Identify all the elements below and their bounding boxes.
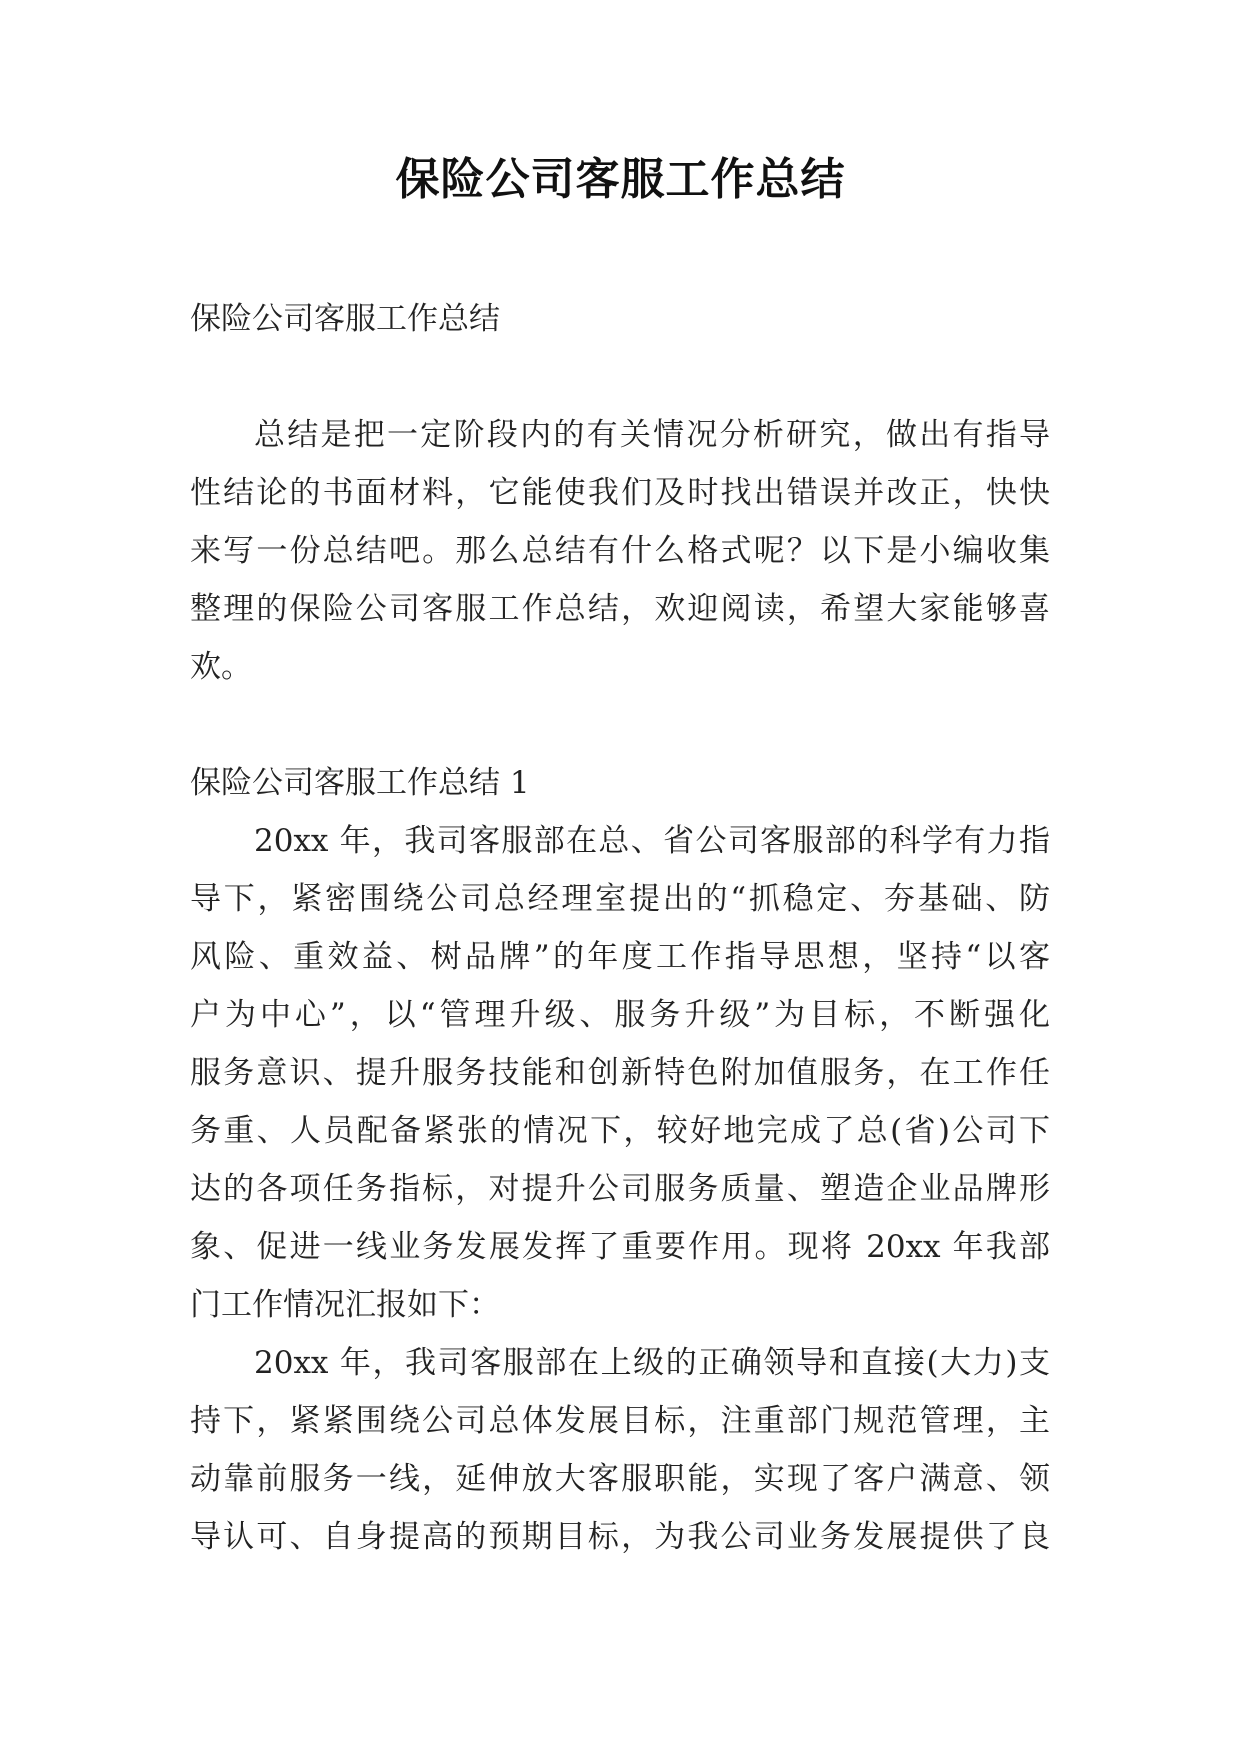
paragraph-line: 象、促进一线业务发展发挥了重要作用。现将 20xx 年我部 bbox=[190, 1229, 1050, 1265]
intro-line: 整理的保险公司客服工作总结，欢迎阅读，希望大家能够喜 bbox=[190, 591, 1050, 627]
paragraph-line: 动靠前服务一线，延伸放大客服职能，实现了客户满意、领 bbox=[190, 1461, 1050, 1497]
section-heading: 保险公司客服工作总结 1 bbox=[190, 765, 530, 801]
paragraph-line: 风险、重效益、树品牌”的年度工作指导思想，坚持“以客 bbox=[190, 939, 1050, 975]
spacer bbox=[190, 696, 1050, 754]
intro-line: 欢。 bbox=[190, 649, 252, 685]
intro-line: 来写一份总结吧。那么总结有什么格式呢？以下是小编收集 bbox=[190, 533, 1050, 569]
document-title: 保险公司客服工作总结 bbox=[395, 154, 846, 205]
document-subtitle: 保险公司客服工作总结 bbox=[190, 301, 500, 337]
paragraph-1 bbox=[190, 812, 1050, 1334]
paragraph-line: 务重、人员配备紧张的情况下，较好地完成了总(省)公司下 bbox=[190, 1113, 1050, 1149]
document-body bbox=[190, 290, 1050, 1566]
paragraph-line: 门工作情况汇报如下： bbox=[190, 1287, 500, 1323]
paragraph-line: 导下，紧密围绕公司总经理室提出的“抓稳定、夯基础、防 bbox=[190, 881, 1050, 917]
paragraph-line: 20xx 年，我司客服部在上级的正确领导和直接(大力)支 bbox=[254, 1345, 1050, 1381]
paragraph-line: 20xx 年，我司客服部在总、省公司客服部的科学有力指 bbox=[254, 823, 1050, 859]
paragraph-line: 服务意识、提升服务技能和创新特色附加值服务，在工作任 bbox=[190, 1055, 1050, 1091]
paragraph-2 bbox=[190, 1334, 1050, 1566]
intro-paragraph bbox=[190, 406, 1050, 696]
paragraph-line: 达的各项任务指标，对提升公司服务质量、塑造企业品牌形 bbox=[190, 1171, 1050, 1207]
paragraph-line: 持下，紧紧围绕公司总体发展目标，注重部门规范管理，主 bbox=[190, 1403, 1050, 1439]
intro-line: 性结论的书面材料，它能使我们及时找出错误并改正，快快 bbox=[190, 475, 1050, 511]
spacer bbox=[190, 348, 1050, 406]
paragraph-line: 导认可、自身提高的预期目标，为我公司业务发展提供了良 bbox=[190, 1519, 1050, 1555]
paragraph-line: 户为中心”，以“管理升级、服务升级”为目标，不断强化 bbox=[190, 997, 1050, 1033]
intro-line: 总结是把一定阶段内的有关情况分析研究，做出有指导 bbox=[254, 417, 1050, 453]
